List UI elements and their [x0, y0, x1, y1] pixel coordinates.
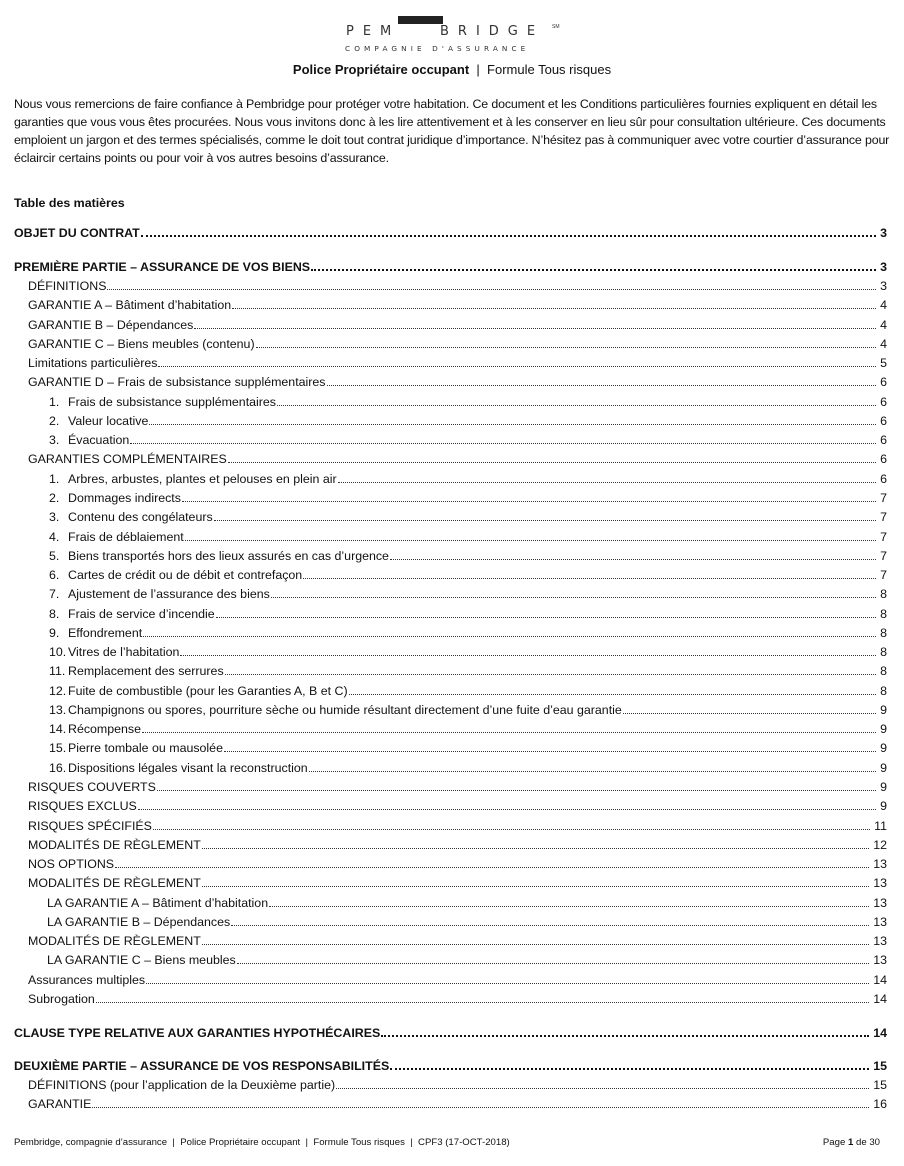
toc-entry-page: 6	[880, 452, 887, 466]
toc-entry-title	[14, 838, 202, 852]
toc-entry-title	[14, 375, 327, 389]
toc-entry-label: Biens transportés hors des lieux assurés en cas d’urgence	[68, 549, 389, 563]
toc-entry-label: Récompense	[68, 722, 142, 736]
toc-entry-title	[14, 915, 231, 929]
dot-leader	[349, 694, 876, 695]
toc-entry[interactable]	[14, 795, 887, 813]
toc-entry-title	[14, 510, 214, 524]
toc-entry-label: DÉFINITIONS	[28, 279, 107, 293]
toc-entry-page: 9	[880, 799, 887, 813]
page-footer	[14, 1137, 880, 1148]
toc-entry-label: Valeur locative	[68, 414, 149, 428]
dot-leader	[194, 328, 876, 329]
dot-leader	[158, 366, 876, 367]
toc-entry-label: OBJET DU CONTRAT	[14, 226, 140, 240]
toc-entry-page: 3	[880, 260, 887, 274]
toc-entry[interactable]	[14, 969, 887, 987]
dot-leader	[338, 482, 876, 483]
toc-entry-title	[14, 587, 271, 601]
toc-entry-page: 8	[880, 645, 887, 659]
toc-entry-number: 1.	[49, 472, 60, 486]
toc-entry-label: GARANTIE C – Biens meubles (contenu)	[28, 337, 255, 351]
toc-entry-number: 9.	[49, 626, 60, 640]
toc-entry-number: 7.	[49, 587, 60, 601]
toc-entry-label: Pierre tombale ou mausolée	[68, 741, 223, 755]
toc-entry-title	[14, 433, 130, 447]
toc-entry-page: 9	[880, 761, 887, 775]
toc-entry-page: 8	[880, 626, 887, 640]
toc-entry-label: GARANTIE B – Dépendances	[28, 318, 194, 332]
toc-entry[interactable]	[14, 892, 887, 910]
toc-entry-number: 8.	[49, 607, 60, 621]
toc-entry-title	[14, 703, 623, 717]
toc-entry-number: 13.	[49, 703, 67, 717]
toc-entry[interactable]	[14, 815, 887, 833]
toc-entry[interactable]	[14, 603, 887, 621]
dot-leader	[214, 520, 876, 521]
toc-entry-title	[14, 664, 225, 678]
toc-entry[interactable]	[14, 564, 887, 582]
toc-entry-page: 13	[873, 876, 887, 890]
dot-leader	[390, 559, 876, 560]
toc-entry-title	[14, 549, 390, 563]
dot-leader	[146, 983, 869, 984]
logo-word-right: BRIDGE	[440, 24, 545, 39]
dot-leader	[180, 655, 876, 656]
toc-entry-title	[14, 226, 141, 240]
toc-entry[interactable]	[14, 1093, 887, 1111]
dot-leader	[130, 443, 876, 444]
toc-entry-title	[14, 1097, 92, 1111]
dot-leader	[303, 578, 876, 579]
toc-entry-label: Frais de subsistance supplémentaires	[68, 395, 276, 409]
toc-entry-title	[14, 857, 115, 871]
dot-leader	[149, 424, 876, 425]
dot-leader	[237, 963, 870, 964]
toc-entry-label: Évacuation	[68, 433, 130, 447]
toc-entry-number: 4.	[49, 530, 60, 544]
toc-entry-number: 15.	[49, 741, 67, 755]
toc-entry-page: 13	[873, 896, 887, 910]
toc-entry[interactable]	[14, 776, 887, 794]
toc-entry-number: 3.	[49, 433, 60, 447]
dot-leader	[224, 751, 876, 752]
dot-leader	[141, 235, 876, 237]
dot-leader	[327, 385, 877, 386]
toc-entry-label: GARANTIE	[28, 1097, 92, 1111]
dot-leader	[228, 462, 876, 463]
page-mid: de	[855, 1137, 867, 1148]
toc-entry[interactable]	[14, 410, 887, 428]
toc-entry[interactable]	[14, 448, 887, 466]
toc-entry-page: 7	[880, 510, 887, 524]
toc-entry-label: RISQUES COUVERTS	[28, 780, 156, 794]
toc-entry-page: 7	[880, 491, 887, 505]
toc-entry-page: 8	[880, 607, 887, 621]
toc-entry[interactable]	[14, 1022, 887, 1040]
toc-entry-page: 9	[880, 722, 887, 736]
toc-entry-page: 6	[880, 472, 887, 486]
toc-entry-label: DEUXIÈME PARTIE – ASSURANCE DE VOS RESPONSABILITÉS	[14, 1059, 390, 1073]
toc-entry-label: Cartes de crédit ou de débit et contrefaçon	[68, 568, 303, 582]
toc-entry-label: Frais de service d’incendie	[68, 607, 215, 621]
dot-leader	[202, 944, 869, 945]
dot-leader	[381, 1035, 869, 1037]
document-title	[0, 62, 904, 77]
dot-leader	[157, 790, 876, 791]
toc-entry-label: GARANTIES COMPLÉMENTAIRES	[28, 452, 227, 466]
toc-entry-number: 11.	[49, 664, 66, 678]
toc-heading: Table des matières	[14, 196, 125, 210]
toc-entry-page: 7	[880, 530, 887, 544]
toc-entry-page: 14	[873, 1026, 887, 1040]
dot-leader	[309, 771, 876, 772]
toc-entry-label: LA GARANTIE C – Biens meubles	[47, 953, 236, 967]
toc-entry-page: 9	[880, 703, 887, 717]
toc-entry-title	[14, 953, 237, 967]
toc-entry[interactable]	[14, 660, 887, 678]
toc-entry-page: 4	[880, 337, 887, 351]
toc-entry-title	[14, 472, 338, 486]
toc-entry[interactable]	[14, 222, 887, 240]
toc-entry-number: 16.	[49, 761, 67, 775]
page-total: 30	[869, 1137, 880, 1148]
dot-leader	[271, 597, 876, 598]
toc-entry-title	[14, 819, 153, 833]
toc-entry-label: NOS OPTIONS	[28, 857, 115, 871]
toc-entry-page: 3	[880, 226, 887, 240]
toc-entry-page: 13	[873, 953, 887, 967]
logo-service-mark: SM	[552, 24, 560, 30]
toc-entry[interactable]	[14, 1074, 887, 1092]
toc-entry-title	[14, 1059, 390, 1073]
toc-entry[interactable]	[14, 333, 887, 351]
dot-leader	[96, 1002, 869, 1003]
toc-entry-page: 15	[873, 1078, 887, 1092]
footer-document-info: Pembridge, compagnie d’assurance | Police Propriétaire occupant | Formule Tous risques | CPF3 (17-OCT-2018)	[14, 1137, 510, 1148]
dot-leader	[256, 347, 876, 348]
toc-entry-label: Remplacement des serrures	[68, 664, 224, 678]
document-title-bold: Police Propriétaire occupant	[292, 62, 470, 77]
toc-entry[interactable]	[14, 834, 887, 852]
logo-bar	[398, 16, 443, 24]
intro-paragraph: Nous vous remercions de faire confiance à Pembridge pour protéger votre habitation. Ce document et les Conditions particulières fournies expliquent en détail les garanties que vous vous êtes procurées. Nous vous invitons donc à les lire attentivement et à les conserver en lieu sûr pour consultation ultérieure. Ces documents emploient un jargon et des termes spécialisés, comme le doit tout contrat juridique d’importance. N’hésitez pas à communiquer avec votre courtier d’assurance pour éclaircir certains points ou pour voir à vos autres besoins d’assurance.	[14, 97, 890, 165]
toc-entry-label: LA GARANTIE B – Dépendances	[47, 915, 231, 929]
title-separator: |	[476, 62, 480, 77]
toc-entry[interactable]	[14, 718, 887, 736]
toc-entry-title	[14, 1078, 336, 1092]
toc-entry-page: 14	[873, 992, 887, 1006]
toc-entry-page: 13	[873, 934, 887, 948]
toc-entry-title	[14, 414, 149, 428]
toc-entry-label: MODALITÉS DE RÈGLEMENT	[28, 934, 201, 948]
toc-entry-number: 5.	[49, 549, 60, 563]
toc-entry-label: DÉFINITIONS (pour l’application de la Deuxième partie)	[28, 1078, 336, 1092]
toc-entry-page: 7	[880, 549, 887, 563]
toc-entry-label: Dispositions légales visant la reconstruction	[68, 761, 308, 775]
toc-entry-title	[14, 626, 143, 640]
toc-entry[interactable]	[14, 468, 887, 486]
toc-entry-page: 9	[880, 741, 887, 755]
toc-entry-page: 13	[873, 857, 887, 871]
toc-entry[interactable]	[14, 622, 887, 640]
dot-leader	[138, 809, 876, 810]
dot-leader	[336, 1088, 869, 1089]
toc-entry-page: 6	[880, 414, 887, 428]
toc-entry[interactable]	[14, 641, 887, 659]
dot-leader	[107, 289, 876, 290]
toc-entry-label: MODALITÉS DE RÈGLEMENT	[28, 838, 201, 852]
toc-entry-title	[14, 645, 180, 659]
toc-entry-page: 8	[880, 587, 887, 601]
toc-entry-page: 6	[880, 375, 887, 389]
logo-subtitle: COMPAGNIE D'ASSURANCE	[345, 44, 530, 53]
document-title-regular: Formule Tous risques	[487, 62, 612, 77]
dot-leader	[623, 713, 876, 714]
toc-entry-label: Frais de déblaiement	[68, 530, 184, 544]
toc-entry-title	[14, 279, 107, 293]
toc-entry-page: 6	[880, 433, 887, 447]
toc-entry-title	[14, 395, 277, 409]
toc-entry[interactable]	[14, 429, 887, 447]
toc-entry-page: 8	[880, 664, 887, 678]
toc-entry-title	[14, 318, 194, 332]
pembridge-logo	[0, 16, 904, 56]
toc-entry-label: RISQUES EXCLUS	[28, 799, 137, 813]
toc-entry[interactable]	[14, 583, 887, 601]
toc-entry[interactable]	[14, 545, 887, 563]
dot-leader	[216, 617, 876, 618]
toc-entry[interactable]	[14, 911, 887, 929]
toc-entry[interactable]	[14, 275, 887, 293]
page-number	[823, 1137, 880, 1148]
toc-entry-title	[14, 530, 185, 544]
dot-leader	[269, 906, 869, 907]
toc-entry-label: MODALITÉS DE RÈGLEMENT	[28, 876, 201, 890]
toc-entry-title	[14, 761, 309, 775]
toc-entry-page: 3	[880, 279, 887, 293]
toc-entry-label: PREMIÈRE PARTIE – ASSURANCE DE VOS BIENS	[14, 260, 311, 274]
toc-entry-title	[14, 337, 256, 351]
toc-entry[interactable]	[14, 371, 887, 389]
toc-entry-label: GARANTIE A – Bâtiment d’habitation	[28, 298, 232, 312]
dot-leader	[311, 269, 876, 271]
toc-entry-page: 16	[873, 1097, 887, 1111]
toc-entry-title	[14, 722, 142, 736]
toc-entry-title	[14, 992, 96, 1006]
dot-leader	[153, 829, 870, 830]
toc-entry-label: Effondrement	[68, 626, 143, 640]
toc-entry-title	[14, 799, 138, 813]
toc-entry-page: 13	[873, 915, 887, 929]
toc-entry[interactable]	[14, 314, 887, 332]
toc-entry-label: Vitres de l’habitation	[68, 645, 180, 659]
toc-entry-title	[14, 607, 216, 621]
dot-leader	[115, 867, 869, 868]
toc-entry[interactable]	[14, 1055, 887, 1073]
toc-entry[interactable]	[14, 256, 887, 274]
page-current: 1	[847, 1137, 854, 1148]
toc-entry-title	[14, 973, 146, 987]
toc-entry-title	[14, 452, 228, 466]
toc-entry-number: 3.	[49, 510, 60, 524]
page-prefix: Page	[822, 1137, 846, 1148]
dot-leader	[231, 925, 869, 926]
toc-entry-number: 1.	[49, 395, 60, 409]
toc-entry-label: Champignons ou spores, pourriture sèche ou humide résultant directement d’une fuite d’eau garantie	[68, 703, 622, 717]
toc-entry-page: 8	[880, 684, 887, 698]
toc-entry-number: 14.	[49, 722, 67, 736]
toc-entry-title	[14, 491, 182, 505]
dot-leader	[202, 848, 869, 849]
toc-entry-title	[14, 934, 202, 948]
toc-entry-label: LA GARANTIE A – Bâtiment d’habitation	[47, 896, 269, 910]
toc-entry[interactable]	[14, 853, 887, 871]
toc-entry-number: 2.	[49, 491, 60, 505]
dot-leader	[182, 501, 876, 502]
toc-entry-number: 2.	[49, 414, 60, 428]
toc-entry[interactable]	[14, 506, 887, 524]
dot-leader	[185, 540, 876, 541]
toc-entry-page: 9	[880, 780, 887, 794]
toc-entry-page: 5	[880, 356, 887, 370]
toc-entry-title	[14, 260, 311, 274]
toc-entry-label: GARANTIE D – Frais de subsistance supplémentaires	[28, 375, 326, 389]
toc-entry-page: 14	[873, 973, 887, 987]
toc-entry[interactable]	[14, 487, 887, 505]
dot-leader	[92, 1107, 869, 1108]
toc-entry-label: RISQUES SPÉCIFIÉS	[28, 819, 152, 833]
dot-leader	[143, 636, 876, 637]
toc-entry-number: 6.	[49, 568, 60, 582]
dot-leader	[142, 732, 876, 733]
toc-entry-title	[14, 356, 158, 370]
toc-entry[interactable]	[14, 757, 887, 775]
toc-entry-label: Ajustement de l’assurance des biens	[68, 587, 270, 601]
toc-entry-title	[14, 896, 269, 910]
toc-entry[interactable]	[14, 988, 887, 1006]
dot-leader	[390, 1068, 869, 1070]
toc-entry[interactable]	[14, 930, 887, 948]
dot-leader	[277, 405, 876, 406]
toc-entry[interactable]	[14, 391, 887, 409]
dot-leader	[225, 674, 876, 675]
toc-entry-title	[14, 298, 232, 312]
toc-entry-page: 6	[880, 395, 887, 409]
toc-entry-title	[14, 684, 349, 698]
toc-entry[interactable]	[14, 872, 887, 890]
toc-entry[interactable]	[14, 352, 887, 370]
toc-entry-label: Dommages indirects	[68, 491, 181, 505]
toc-entry[interactable]	[14, 294, 887, 312]
dot-leader	[232, 308, 876, 309]
logo-word-left: PEM	[346, 24, 401, 39]
dot-leader	[202, 886, 869, 887]
toc-entry-number: 10.	[49, 645, 67, 659]
toc-entry-label: Arbres, arbustes, plantes et pelouses en plein air	[68, 472, 337, 486]
toc-entry-label: Limitations particulières	[28, 356, 158, 370]
toc-entry[interactable]	[14, 526, 887, 544]
toc-entry[interactable]	[14, 737, 887, 755]
toc-entry-label: Assurances multiples	[28, 973, 146, 987]
toc-entry-page: 11	[874, 819, 887, 833]
toc-entry-title	[14, 876, 202, 890]
toc-entry[interactable]	[14, 680, 887, 698]
toc-entry-title	[14, 780, 157, 794]
toc-entry-title	[14, 741, 224, 755]
toc-entry[interactable]	[14, 699, 887, 717]
toc-entry-page: 15	[873, 1059, 887, 1073]
toc-entry-page: 7	[880, 568, 887, 582]
toc-entry-title	[14, 1026, 381, 1040]
toc-entry-title	[14, 568, 303, 582]
toc-entry-label: CLAUSE TYPE RELATIVE AUX GARANTIES HYPOTHÉCAIRES	[14, 1026, 381, 1040]
toc-entry-label: Contenu des congélateurs	[68, 510, 213, 524]
toc-entry-page: 4	[880, 318, 887, 332]
toc-entry[interactable]	[14, 949, 887, 967]
toc-entry-number: 12.	[49, 684, 67, 698]
toc-entry-label: Subrogation	[28, 992, 95, 1006]
toc-entry-page: 4	[880, 298, 887, 312]
toc-entry-page: 12	[873, 838, 887, 852]
toc-entry-label: Fuite de combustible (pour les Garanties A, B et C)	[68, 684, 348, 698]
